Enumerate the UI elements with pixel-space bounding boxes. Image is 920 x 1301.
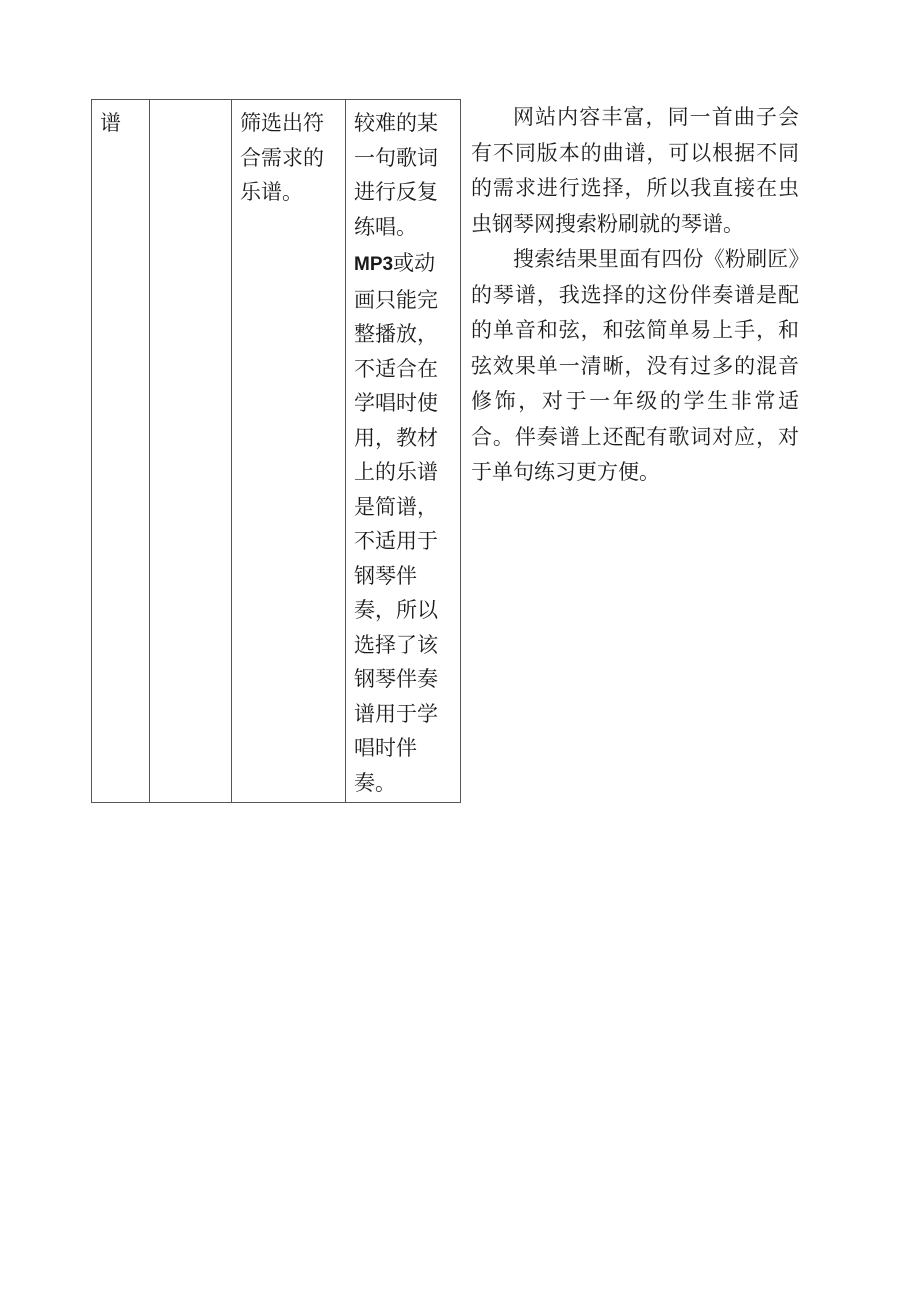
side-commentary: [471, 100, 799, 491]
table-cell-1: [92, 100, 150, 803]
side-paragraph-2: 搜索结果里面有四份《粉刷匠》的琴谱，我选择的这份伴奏谱是配的单音和弦，和弦简单易上手，和弦效果单一清晰，没有过多的混音修饰，对于一年级的学生非常适合。伴奏谱上还配有歌词对应，对于单句练习更方便。: [471, 247, 799, 484]
table-row: [92, 100, 461, 803]
cell-3-text: 筛选出符合需求的乐谱。: [240, 111, 324, 204]
table-cell-2: [150, 100, 232, 803]
lesson-table: [91, 99, 461, 803]
mp3-bold-text: MP3: [354, 254, 394, 275]
cell-4-paragraph-1: 较难的某一句歌词进行反复练唱。: [354, 111, 438, 239]
table-cell-4: [346, 100, 461, 803]
cell-4-paragraph-2-rest: 或动画只能完整播放，不适合在学唱时使用，教材上的乐谱是简谱，不适用于钢琴伴奏，所以选择了该钢琴伴奏谱用于学唱时伴奏。: [354, 251, 438, 795]
cell-1-text: 谱: [100, 111, 121, 135]
cell-2-text: [150, 100, 231, 110]
cell-4-paragraph-2: [346, 244, 460, 802]
table-cell-3: [232, 100, 346, 803]
side-paragraph-1: 网站内容丰富，同一首曲子会有不同版本的曲谱，可以根据不同的需求进行选择，所以我直接在虫虫钢琴网搜索粉刷就的琴谱。: [471, 105, 799, 236]
